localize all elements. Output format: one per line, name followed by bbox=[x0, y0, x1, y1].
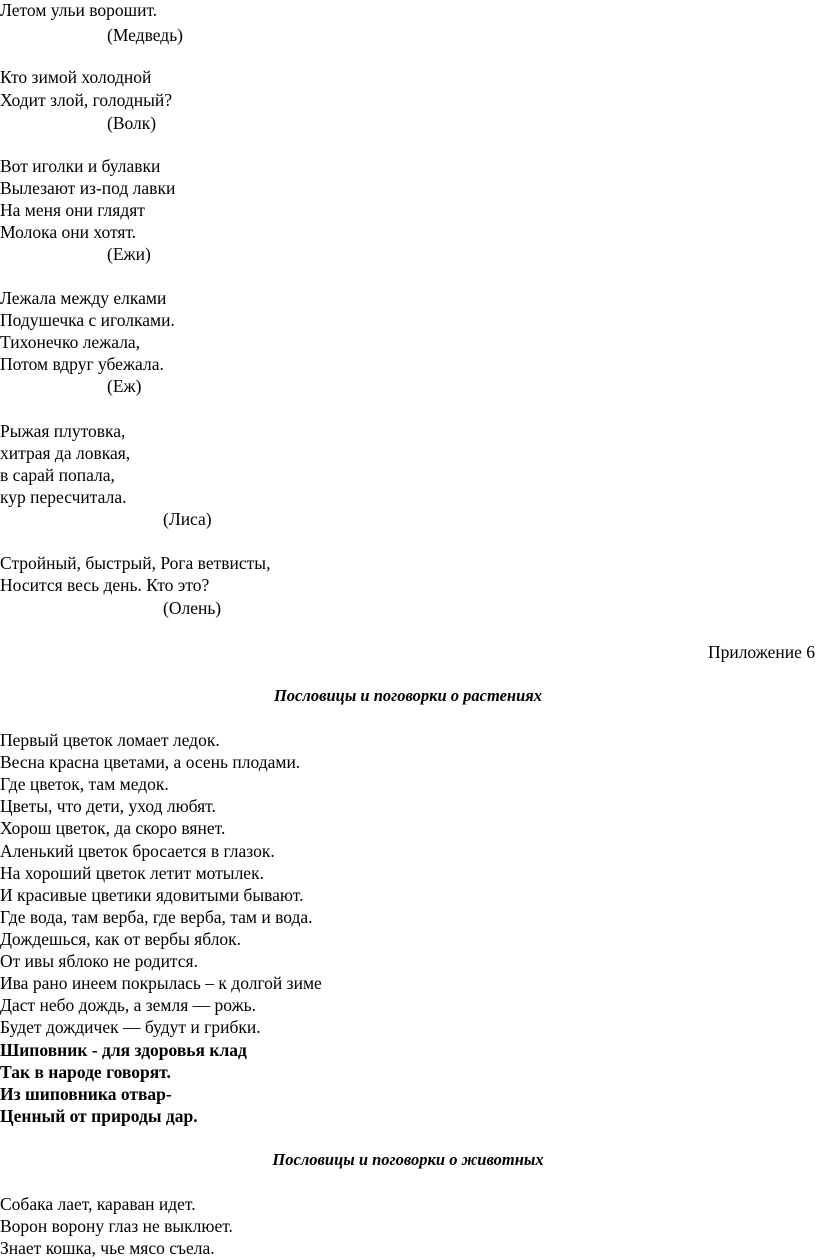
proverb-line: Где вода, там верба, где верба, там и вода. bbox=[0, 907, 313, 927]
riddle-answer: (Медведь) bbox=[107, 25, 184, 45]
proverb-line: Знает кошка, чье мясо съела. bbox=[0, 1238, 215, 1258]
proverb-line: На хороший цветок летит мотылек. bbox=[0, 863, 264, 883]
riddle-line: Подушечка с иголками. bbox=[0, 310, 175, 330]
riddle-line: Вылезают из-под лавки bbox=[0, 178, 176, 198]
riddle-line: Носится весь день. Кто это? bbox=[0, 575, 210, 595]
riddle-line: Летом ульи ворошит. bbox=[0, 0, 158, 20]
riddle-line: хитрая да ловкая, bbox=[0, 443, 131, 463]
appendix-label: Приложение 6 bbox=[707, 642, 815, 662]
proverb-line-bold: Из шиповника отвар- bbox=[0, 1084, 172, 1104]
proverb-line: Ива рано инеем покрылась – к долгой зиме bbox=[0, 973, 322, 993]
riddle-line: кур пересчитала. bbox=[0, 487, 127, 507]
riddle-line: Потом вдруг убежала. bbox=[0, 354, 164, 374]
section-heading-animals: Пословицы и поговорки о животных bbox=[272, 1150, 544, 1169]
riddle-line: Молока они хотят. bbox=[0, 222, 137, 242]
proverb-line: Цветы, что дети, уход любят. bbox=[0, 796, 216, 816]
riddle-line: Тихонечко лежала, bbox=[0, 332, 141, 352]
riddle-answer: (Лиса) bbox=[163, 509, 212, 529]
riddle-answer: (Олень) bbox=[163, 598, 222, 618]
riddle-answer: (Волк) bbox=[107, 113, 157, 133]
proverb-line: Ворон ворону глаз не выклюет. bbox=[0, 1216, 233, 1236]
riddle-answer: (Ежи) bbox=[107, 244, 151, 264]
proverb-line-bold: Шиповник - для здоровья клад bbox=[0, 1040, 247, 1060]
proverb-line-bold: Так в народе говорят. bbox=[0, 1062, 171, 1082]
riddle-line: Стройный, быстрый, Рога ветвисты, bbox=[0, 553, 271, 573]
riddle-line: Лежала между елками bbox=[0, 288, 167, 308]
proverb-line: Даст небо дождь, а земля — рожь. bbox=[0, 995, 257, 1015]
riddle-answer: (Еж) bbox=[107, 376, 142, 396]
proverb-line: Первый цветок ломает ледок. bbox=[0, 730, 220, 750]
riddle-line: Кто зимой холодной bbox=[0, 67, 152, 87]
proverb-line: Где цветок, там медок. bbox=[0, 774, 169, 794]
proverb-line: Аленький цветок бросается в глазок. bbox=[0, 841, 275, 861]
riddle-line: Вот иголки и булавки bbox=[0, 156, 161, 176]
riddle-line: в сарай попала, bbox=[0, 465, 115, 485]
proverb-line: Собака лает, караван идет. bbox=[0, 1194, 196, 1214]
proverb-line: Хорош цветок, да скоро вянет. bbox=[0, 818, 226, 838]
riddle-line: На меня они глядят bbox=[0, 200, 145, 220]
proverb-line: И красивые цветики ядовитыми бывают. bbox=[0, 885, 304, 905]
proverb-line-bold: Ценный от природы дар. bbox=[0, 1106, 198, 1126]
riddle-line: Рыжая плутовка, bbox=[0, 421, 126, 441]
section-heading-plants: Пословицы и поговорки о растениях bbox=[273, 686, 543, 705]
proverb-line: Будет дождичек — будут и грибки. bbox=[0, 1017, 261, 1037]
proverb-line: От ивы яблоко не родится. bbox=[0, 951, 198, 971]
riddle-line: Ходит злой, голодный? bbox=[0, 90, 172, 110]
proverb-line: Весна красна цветами, а осень плодами. bbox=[0, 752, 301, 772]
proverb-line: Дождешься, как от вербы яблок. bbox=[0, 929, 242, 949]
